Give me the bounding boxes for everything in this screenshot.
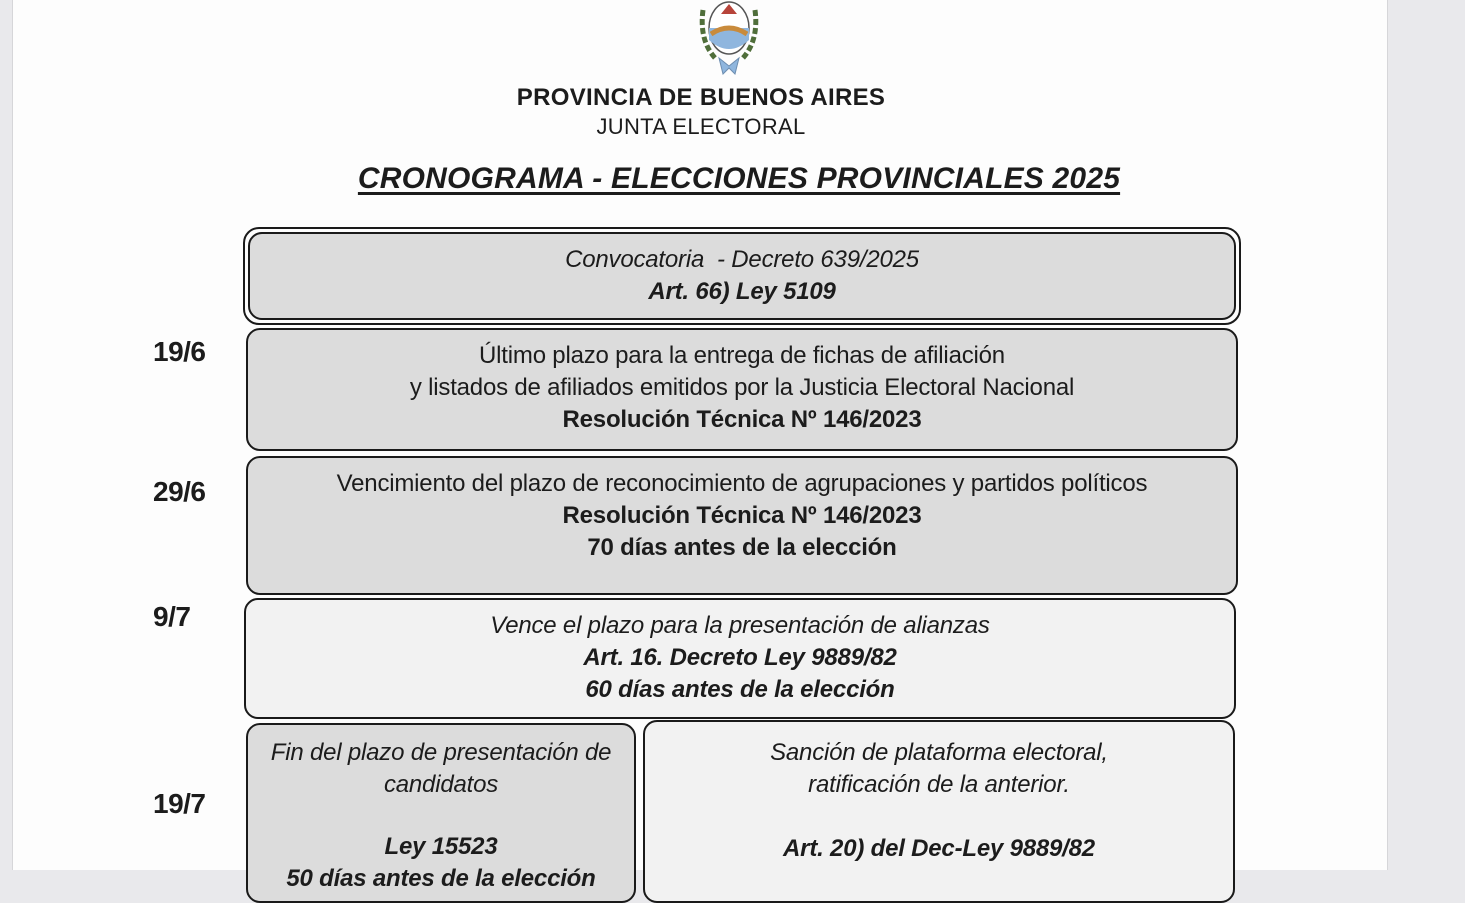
coat-of-arms-icon xyxy=(693,0,765,80)
event-deadline: 50 días antes de la elección xyxy=(286,865,596,892)
province-name: PROVINCIA DE BUENOS AIRES xyxy=(516,84,886,111)
event-reference: Art. 16. Decreto Ley 9889/82 xyxy=(583,644,897,671)
event-date: 19/7 xyxy=(153,788,206,819)
event-text: Vence el plazo para la presentación de alianzas xyxy=(490,612,990,639)
event-deadline: 70 días antes de la elección xyxy=(587,534,897,561)
event-deadline: 60 días antes de la elección xyxy=(585,676,895,703)
event-reference: Resolución Técnica Nº 146/2023 xyxy=(562,406,922,433)
document-title: CRONOGRAMA - ELECCIONES PROVINCIALES 2025 xyxy=(357,162,1121,195)
event-box-plataforma xyxy=(643,720,1235,903)
event-reference: Ley 15523 xyxy=(384,833,498,860)
event-box-candidatos xyxy=(246,723,636,903)
event-text: y listados de afiliados emitidos por la Justicia Electoral Nacional xyxy=(409,374,1075,401)
event-text: Sanción de plataforma electoral, xyxy=(770,739,1108,766)
convocatoria-box xyxy=(248,232,1236,320)
event-box-afiliacion xyxy=(246,328,1238,451)
event-box-reconocimiento xyxy=(246,456,1238,595)
event-date: 19/6 xyxy=(153,336,206,367)
event-reference: Art. 20) del Dec-Ley 9889/82 xyxy=(783,835,1095,862)
event-reference: Resolución Técnica Nº 146/2023 xyxy=(562,502,922,529)
junta-name: JUNTA ELECTORAL xyxy=(596,114,806,139)
event-text: Vencimiento del plazo de reconocimiento de agrupaciones y partidos políticos xyxy=(336,470,1148,497)
event-text: Fin del plazo de presentación de xyxy=(270,739,612,766)
event-text: candidatos xyxy=(383,771,499,798)
event-text: ratificación de la anterior. xyxy=(808,771,1070,798)
event-date: 9/7 xyxy=(153,601,191,632)
event-text: Último plazo para la entrega de fichas de afiliación xyxy=(479,342,1005,369)
convocatoria-decree: Convocatoria - Decreto 639/2025 xyxy=(565,246,919,273)
document-page xyxy=(12,0,1388,892)
event-box-alianzas xyxy=(244,598,1236,719)
convocatoria-law: Art. 66) Ley 5109 xyxy=(648,278,836,305)
event-date: 29/6 xyxy=(153,476,206,507)
